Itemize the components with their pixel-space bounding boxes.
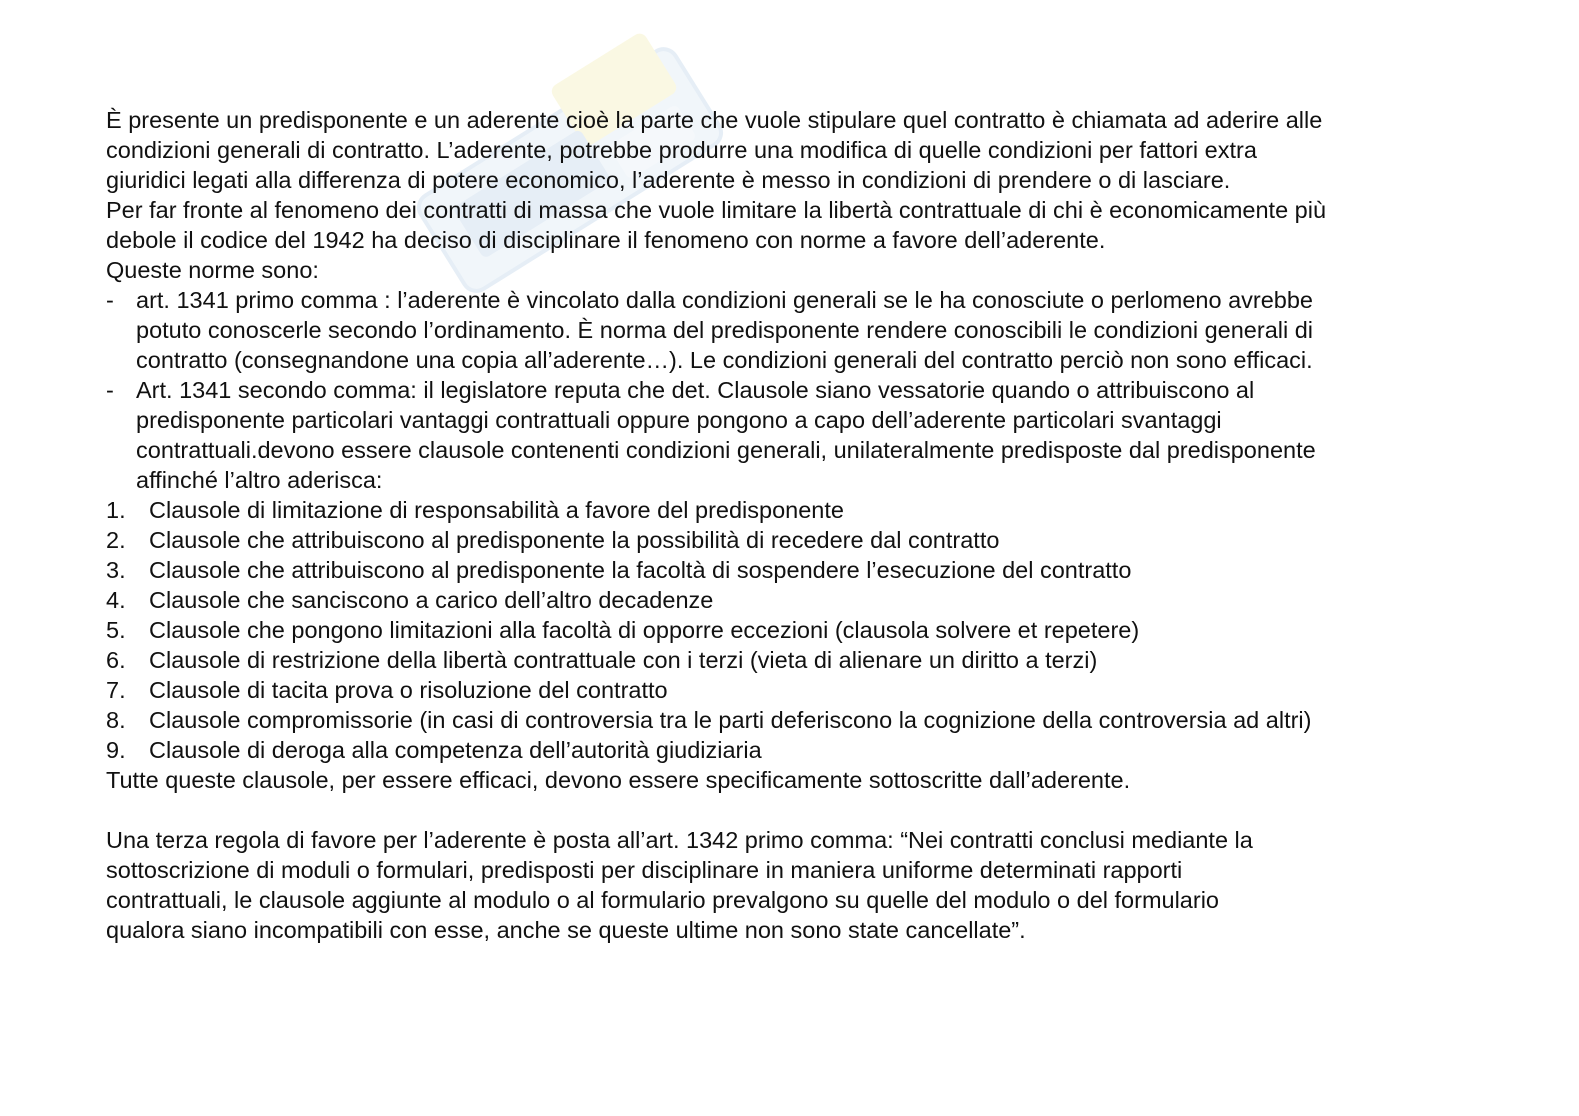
list-item-text: Clausole che attribuiscono al predisponente la possibilità di recedere dal contratto xyxy=(149,527,1000,553)
list-item-text: Clausole di tacita prova o risoluzione del contratto xyxy=(149,677,668,703)
list-number: 3. xyxy=(106,557,126,583)
text-line: art. 1341 primo comma : l’aderente è vincolato dalla condizioni generali se le ha conosciute o perlomeno avrebbe xyxy=(136,287,1313,313)
intro-paragraph xyxy=(106,105,1486,285)
dash-bullet: - xyxy=(106,287,114,313)
list-item-text: Clausole di deroga alla competenza dell’autorità giudiziaria xyxy=(149,737,762,763)
dash-list-item xyxy=(106,285,1486,375)
text-line: contrattuali, le clausole aggiunte al modulo o al formulario prevalgono su quelle del modulo o del formulario xyxy=(106,887,1219,913)
text-line: giuridici legati alla differenza di potere economico, l’aderente è messo in condizioni di prendere o di lasciare. xyxy=(106,167,1231,193)
text-line: Art. 1341 secondo comma: il legislatore reputa che det. Clausole siano vessatorie quando o attribuiscono al xyxy=(136,377,1255,403)
text-line: debole il codice del 1942 ha deciso di disciplinare il fenomeno con norme a favore dell’aderente. xyxy=(106,227,1106,253)
text-line: sottoscrizione di moduli o formulari, predisposti per disciplinare in maniera uniforme determinati rapporti xyxy=(106,857,1183,883)
numbered-list-item xyxy=(106,705,1486,735)
list-item-text: Clausole che sanciscono a carico dell’altro decadenze xyxy=(149,587,714,613)
paragraph-gap xyxy=(106,795,1486,825)
list-number: 4. xyxy=(106,587,126,613)
list-number: 7. xyxy=(106,677,126,703)
text-line: Per far fronte al fenomeno dei contratti di massa che vuole limitare la libertà contrattuale di chi è economicamente più xyxy=(106,197,1327,223)
list-item-text: Clausole di limitazione di responsabilità a favore del predisponente xyxy=(149,497,844,523)
text-line: contratto (consegnandone una copia all’aderente…). Le condizioni generali del contratto perciò non sono efficaci. xyxy=(136,347,1313,373)
text-line: predisponente particolari vantaggi contrattuali oppure pongono a capo dell’aderente particolari svantaggi xyxy=(136,407,1222,433)
text-line: qualora siano incompatibili con esse, anche se queste ultime non sono state cancellate”. xyxy=(106,917,1026,943)
summary-line: Tutte queste clausole, per essere efficaci, devono essere specificamente sottoscritte dall’aderente. xyxy=(106,767,1131,793)
numbered-list-item xyxy=(106,675,1486,705)
dash-list-item xyxy=(106,375,1486,495)
numbered-list-item xyxy=(106,495,1486,525)
list-item-text: Clausole che attribuiscono al predisponente la facoltà di sospendere l’esecuzione del contratto xyxy=(149,557,1132,583)
numbered-list xyxy=(106,495,1486,765)
final-paragraph xyxy=(106,825,1486,945)
text-line: condizioni generali di contratto. L’aderente, potrebbe produrre una modifica di quelle condizioni per fattori extra xyxy=(106,137,1257,163)
list-number: 1. xyxy=(106,497,126,523)
list-number: 9. xyxy=(106,737,126,763)
text-line: potuto conoscerle secondo l’ordinamento. È norma del predisponente rendere conoscibili le condizioni generali di xyxy=(136,317,1314,343)
text-line: contrattuali.devono essere clausole contenenti condizioni generali, unilateralmente predisposte dal predisponente xyxy=(136,437,1316,463)
list-number: 6. xyxy=(106,647,126,673)
text-line: È presente un predisponente e un aderente cioè la parte che vuole stipulare quel contratto è chiamata ad aderire alle xyxy=(106,107,1323,133)
numbered-list-item xyxy=(106,645,1486,675)
numbered-list-item xyxy=(106,555,1486,585)
text-line: Una terza regola di favore per l’aderente è posta all’art. 1342 primo comma: “Nei contratti conclusi mediante la xyxy=(106,827,1253,853)
list-number: 2. xyxy=(106,527,126,553)
list-item-text: Clausole compromissorie (in casi di controversia tra le parti deferiscono la cognizione della controversia ad altri) xyxy=(149,707,1312,733)
list-number: 5. xyxy=(106,617,126,643)
list-number: 8. xyxy=(106,707,126,733)
document-body xyxy=(106,105,1486,945)
numbered-list-item xyxy=(106,735,1486,765)
list-item-text: Clausole di restrizione della libertà contrattuale con i terzi (vieta di alienare un diritto a terzi) xyxy=(149,647,1098,673)
dash-bullet: - xyxy=(106,377,114,403)
text-line: Queste norme sono: xyxy=(106,257,319,283)
numbered-list-item xyxy=(106,525,1486,555)
list-item-text: Clausole che pongono limitazioni alla facoltà di opporre eccezioni (clausola solvere et repetere) xyxy=(149,617,1140,643)
numbered-list-item xyxy=(106,585,1486,615)
text-line: affinché l’altro aderisca: xyxy=(136,467,383,493)
numbered-list-item xyxy=(106,615,1486,645)
